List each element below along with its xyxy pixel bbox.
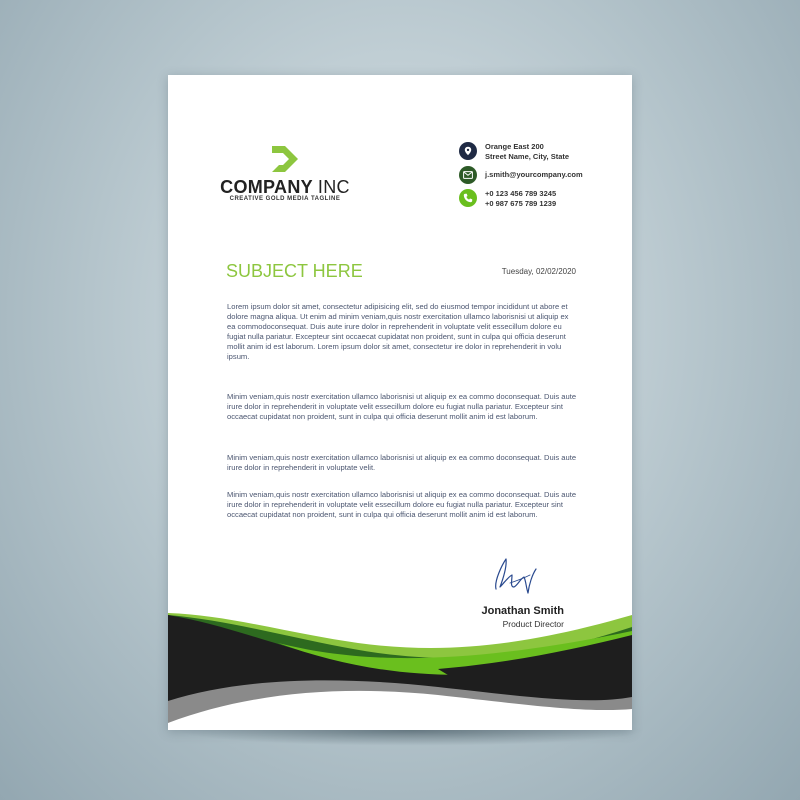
contact-phone [459, 189, 556, 209]
company-name-bold: COMPANY [220, 177, 313, 197]
footer-wave-decoration [168, 605, 632, 730]
envelope-icon [459, 166, 477, 184]
email-text: j.smith@yourcompany.com [485, 170, 583, 179]
contact-address [459, 142, 569, 162]
signatory-title: Product Director [502, 619, 564, 629]
contact-email [459, 166, 583, 184]
phone-text [485, 189, 556, 209]
phone-icon [459, 189, 477, 207]
company-tagline: CREATIVE GOLD MEDIA TAGLINE [229, 196, 341, 202]
signature-image [490, 553, 546, 601]
letter-date: Tuesday, 02/02/2020 [501, 267, 576, 276]
subject-heading: SUBJECT HERE [226, 261, 363, 281]
address-line-1: Orange East 200 [485, 142, 544, 151]
address-line-2: Street Name, City, State [485, 152, 570, 161]
body-paragraph-4: Minim veniam,quis nostr exercitation ullamco laborisnisi ut aliquip ex ea commo doconsequat. Duis aute irure dolor in reprehenderit in voluptate velit essecillum dolore eu fugiat nulla pariatur. Excepteur sint occaecat cupidatat non proident, sunt in culpa qui officia deserunt mollit anim id est laborum. [227, 490, 577, 520]
map-pin-icon [459, 142, 477, 160]
chevron-logo-icon [270, 145, 300, 173]
company-name-light: INC [317, 177, 350, 197]
phone-2: +0 987 675 789 1239 [485, 199, 557, 208]
signatory-name: Jonathan Smith [481, 605, 564, 617]
body-paragraph-2: Minim veniam,quis nostr exercitation ullamco laborisnisi ut aliquip ex ea commo doconsequat. Duis aute irure dolor in reprehenderit in voluptate velit essecillum dolore eu fugiat nulla pariatur. Excepteur sint occaecat cupidatat non proident, sunt in culpa qui officia deserunt mollit anim id est laborum. [227, 392, 577, 422]
body-paragraph-3: Minim veniam,quis nostr exercitation ullamco laborisnisi ut aliquip ex ea commo doconsequat. Duis aute irure dolor in reprehenderit in voluptate velit. [227, 453, 577, 473]
phone-1: +0 123 456 789 3245 [485, 189, 557, 198]
body-paragraph-1: Lorem ipsum dolor sit amet, consectetur adipisicing elit, sed do eiusmod tempor incididunt ut abore et dolore magna aliqua. Ut enim ad minim veniam,quis nostr exercitation ullamco laborisnisi ut aliquip ex ea commodoconsequat. Duis aute irure dolor in reprehenderit in voluptate velit essecillum dolore eu fugiat nulla pariatur. Excepteur sint occaecat cupidatat non proident, sunt in culpa qui officia deserunt mollit anim id est laborum. Lorem ipsum dolor sit amet, consectetur ire dolor in reprehenderit in volu ipsum. [227, 302, 569, 362]
letterhead-page [168, 75, 632, 730]
address-text [485, 142, 569, 162]
company-name [214, 177, 356, 198]
